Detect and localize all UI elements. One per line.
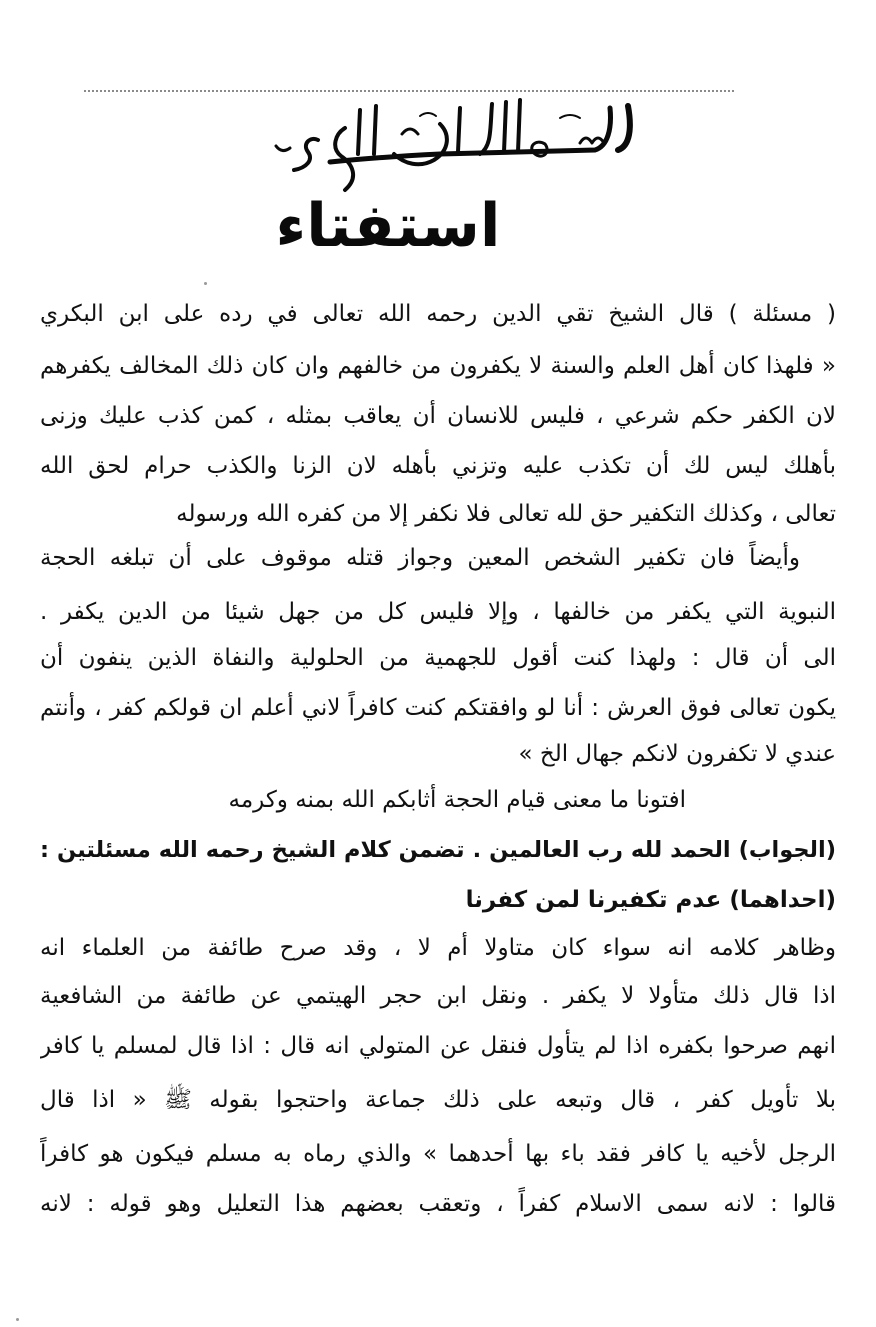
text-line: « فلهذا كان أهل العلم والسنة لا يكفرون من خالفهم وان كان ذلك المخالف يكفرهم [40,353,836,379]
scan-speck [204,282,207,285]
text-line: تعالى ، وكذلك التكفير حق لله تعالى فلا نكفر إلا من كفره الله ورسوله [176,501,836,527]
text-line: بأهلك ليس لك أن تكذب عليه وتزني بأهله لان الزنا والكذب حرام لحق الله [40,453,836,479]
text-line: الى أن قال : ولهذا كنت أقول للجهمية من الحلولية والنفاة الذين ينفون أن [40,645,836,671]
text-line: انهم صرحوا بكفره اذا لم يتأول فنقل عن المتولي انه قال : اذا قال لمسلم يا كافر [40,1033,836,1059]
question-line: افتونا ما معنى قيام الحجة أثابكم الله بمنه وكرمه [228,787,686,813]
text-line: قالوا : لانه سمى الاسلام كفراً ، وتعقب بعضهم هذا التعليل وهو قوله : لانه [40,1191,836,1217]
scan-speck [16,1318,19,1321]
answer-heading-line: (الجواب) الحمد لله رب العالمين . تضمن كلام الشيخ رحمه الله مسئلتين : [40,837,836,863]
text-line: بلا تأويل كفر ، قال وتبعه على ذلك جماعة واحتجوا بقوله ﷺ « اذا قال [40,1087,836,1113]
text-line: اذا قال ذلك متأولا لا يكفر . ونقل ابن حجر الهيتمي عن طائفة من الشافعية [40,983,836,1009]
text-line: لان الكفر حكم شرعي ، فليس للانسان أن يعاقب بمثله ، كمن كذب عليك وزنى [40,403,836,429]
text-line: ( مسئلة ) قال الشيخ تقي الدين رحمه الله تعالى في رده على ابن البكري [40,301,836,327]
text-line: النبوية التي يكفر من خالفها ، وإلا فليس كل من جهل شيئا من الدين يكفر . [40,599,836,625]
basmala-calligraphy [140,88,660,198]
text-line: يكون تعالى فوق العرش : أنا لو وافقتكم كنت كافراً لاني أعلم ان قولكم كفر ، وأنتم [40,695,836,721]
text-line: وأيضاً فان تكفير الشخص المعين وجواز قتله موقوف على أن تبلغه الحجة [40,545,800,571]
first-issue-line: (احداهما) عدم تكفيرنا لمن كفرنا [465,887,836,913]
page-title: استفتاء [275,191,501,261]
text-line: وظاهر كلامه انه سواء كان متاولا أم لا ، وقد صرح طائفة من العلماء انه [40,935,836,961]
text-line: الرجل لأخيه يا كافر فقد باء بها أحدهما » والذي رماه به مسلم فيكون هو كافراً [40,1141,836,1167]
text-line: عندي لا تكفرون لانكم جهال الخ » [518,741,836,767]
